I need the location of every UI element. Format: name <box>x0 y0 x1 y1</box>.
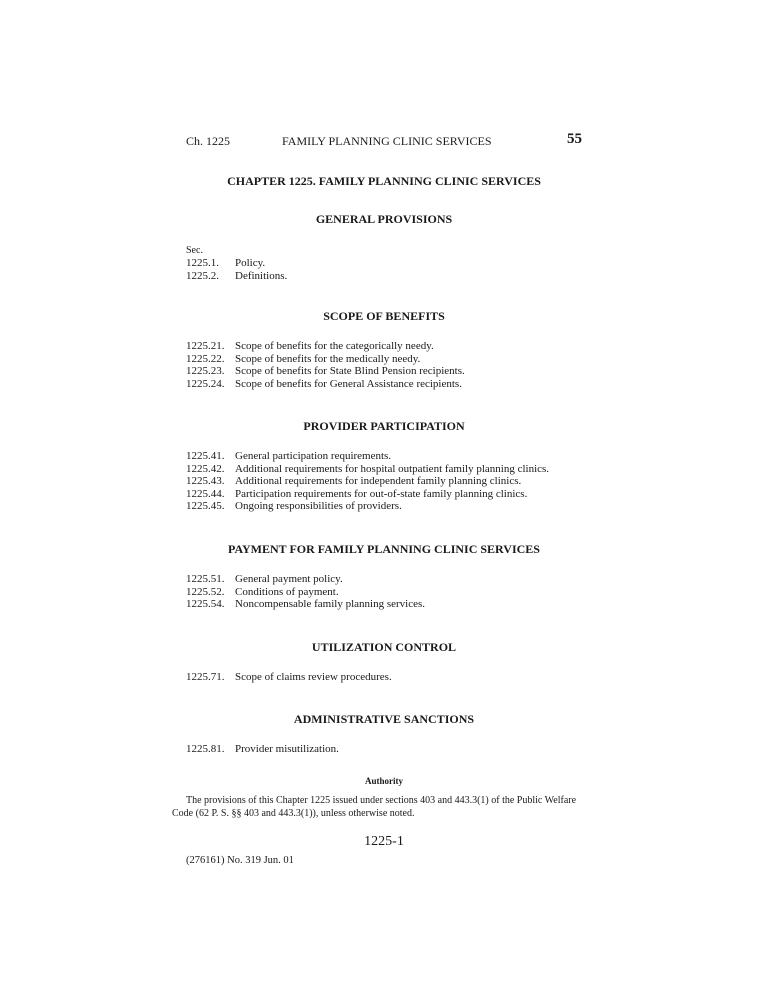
section-number: 1225.81. <box>186 743 225 755</box>
section-number: 1225.41. <box>186 450 225 462</box>
toc-entry[interactable] <box>186 500 582 513</box>
page-number: 1225-1 <box>364 834 404 849</box>
toc-entry[interactable] <box>186 257 582 270</box>
section-title: Definitions. <box>235 269 288 282</box>
section-number: 1225.45. <box>186 500 225 512</box>
section-title: Policy. <box>235 257 266 269</box>
section-title: Scope of benefits for the medically needy. <box>235 352 421 365</box>
section-title: Scope of claims review procedures. <box>235 671 392 683</box>
toc-entry[interactable] <box>186 378 582 391</box>
toc-utilization-control <box>186 671 582 684</box>
section-number: 1225.71. <box>186 671 225 683</box>
section-number: 1225.54. <box>186 598 225 610</box>
toc-entry[interactable] <box>186 270 582 283</box>
toc-administrative-sanctions <box>186 743 582 756</box>
section-heading-utilization-control: UTILIZATION CONTROL <box>311 640 457 654</box>
section-number: 1225.1. <box>186 257 219 269</box>
section-heading-general-provisions: GENERAL PROVISIONS <box>315 212 453 226</box>
footer-note: (276161) No. 319 Jun. 01 <box>186 855 294 866</box>
section-title: Noncompensable family planning services. <box>235 598 426 610</box>
section-title: Additional requirements for hospital outpatient family planning clinics. <box>235 462 550 475</box>
sec-label: Sec. <box>186 245 203 256</box>
section-heading-payment: PAYMENT FOR FAMILY PLANNING CLINIC SERVICES <box>228 542 540 556</box>
section-heading-scope-of-benefits: SCOPE OF BENEFITS <box>323 309 445 323</box>
section-number: 1225.21. <box>186 340 225 352</box>
section-number: 1225.42. <box>186 462 225 475</box>
authority-text: The provisions of this Chapter 1225 issued under sections 403 and 443.3(1) of the Public Welfare Code (62 P. S. §§ 403 and 443.3(1)), unless otherwise noted. <box>172 795 577 819</box>
header-title: FAMILY PLANNING CLINIC SERVICES <box>282 134 492 148</box>
toc-entry[interactable] <box>186 598 582 611</box>
toc-general-provisions <box>186 245 582 282</box>
section-number: 1225.23. <box>186 365 225 377</box>
section-title: Conditions of payment. <box>235 585 339 598</box>
toc-payment <box>186 573 582 611</box>
section-title: Scope of benefits for General Assistance recipients. <box>235 377 462 390</box>
section-heading-provider-participation: PROVIDER PARTICIPATION <box>303 419 465 433</box>
authority-heading: Authority <box>365 776 403 786</box>
toc-entry[interactable] <box>186 475 582 488</box>
toc-provider-participation <box>186 450 582 513</box>
toc-entry[interactable] <box>186 340 582 353</box>
toc-entry[interactable] <box>186 743 582 756</box>
section-title: General payment policy. <box>235 573 343 585</box>
section-heading-administrative-sanctions: ADMINISTRATIVE SANCTIONS <box>293 712 475 726</box>
section-number: 1225.52. <box>186 585 225 598</box>
section-title: Additional requirements for independent family planning clinics. <box>235 475 522 487</box>
running-header <box>186 131 582 151</box>
toc-entry[interactable] <box>186 671 582 684</box>
toc-entry[interactable] <box>186 353 582 366</box>
section-title: Scope of benefits for State Blind Pension recipients. <box>235 365 465 377</box>
toc-entry[interactable] <box>186 365 582 378</box>
section-title: General participation requirements. <box>235 450 392 462</box>
section-title: Participation requirements for out-of-state family planning clinics. <box>235 487 528 500</box>
section-number: 1225.22. <box>186 352 225 365</box>
section-title: Scope of benefits for the categorically needy. <box>235 340 434 352</box>
toc-entry[interactable] <box>186 463 582 476</box>
section-number: 1225.44. <box>186 487 225 500</box>
toc-entry[interactable] <box>186 573 582 586</box>
section-title: Ongoing responsibilities of providers. <box>235 500 402 512</box>
toc-scope-of-benefits <box>186 340 582 390</box>
toc-entry[interactable] <box>186 450 582 463</box>
toc-entry[interactable] <box>186 488 582 501</box>
section-title: Provider misutilization. <box>235 743 339 755</box>
section-number: 1225.2. <box>186 269 219 282</box>
toc-entry[interactable] <box>186 586 582 599</box>
header-page-number: 55 <box>567 131 582 147</box>
header-chapter: Ch. 1225 <box>186 134 231 148</box>
section-number: 1225.43. <box>186 475 225 487</box>
section-number: 1225.24. <box>186 377 225 390</box>
section-number: 1225.51. <box>186 573 225 585</box>
document-page <box>172 0 582 994</box>
chapter-title: CHAPTER 1225. FAMILY PLANNING CLINIC SERVICES <box>227 174 541 188</box>
